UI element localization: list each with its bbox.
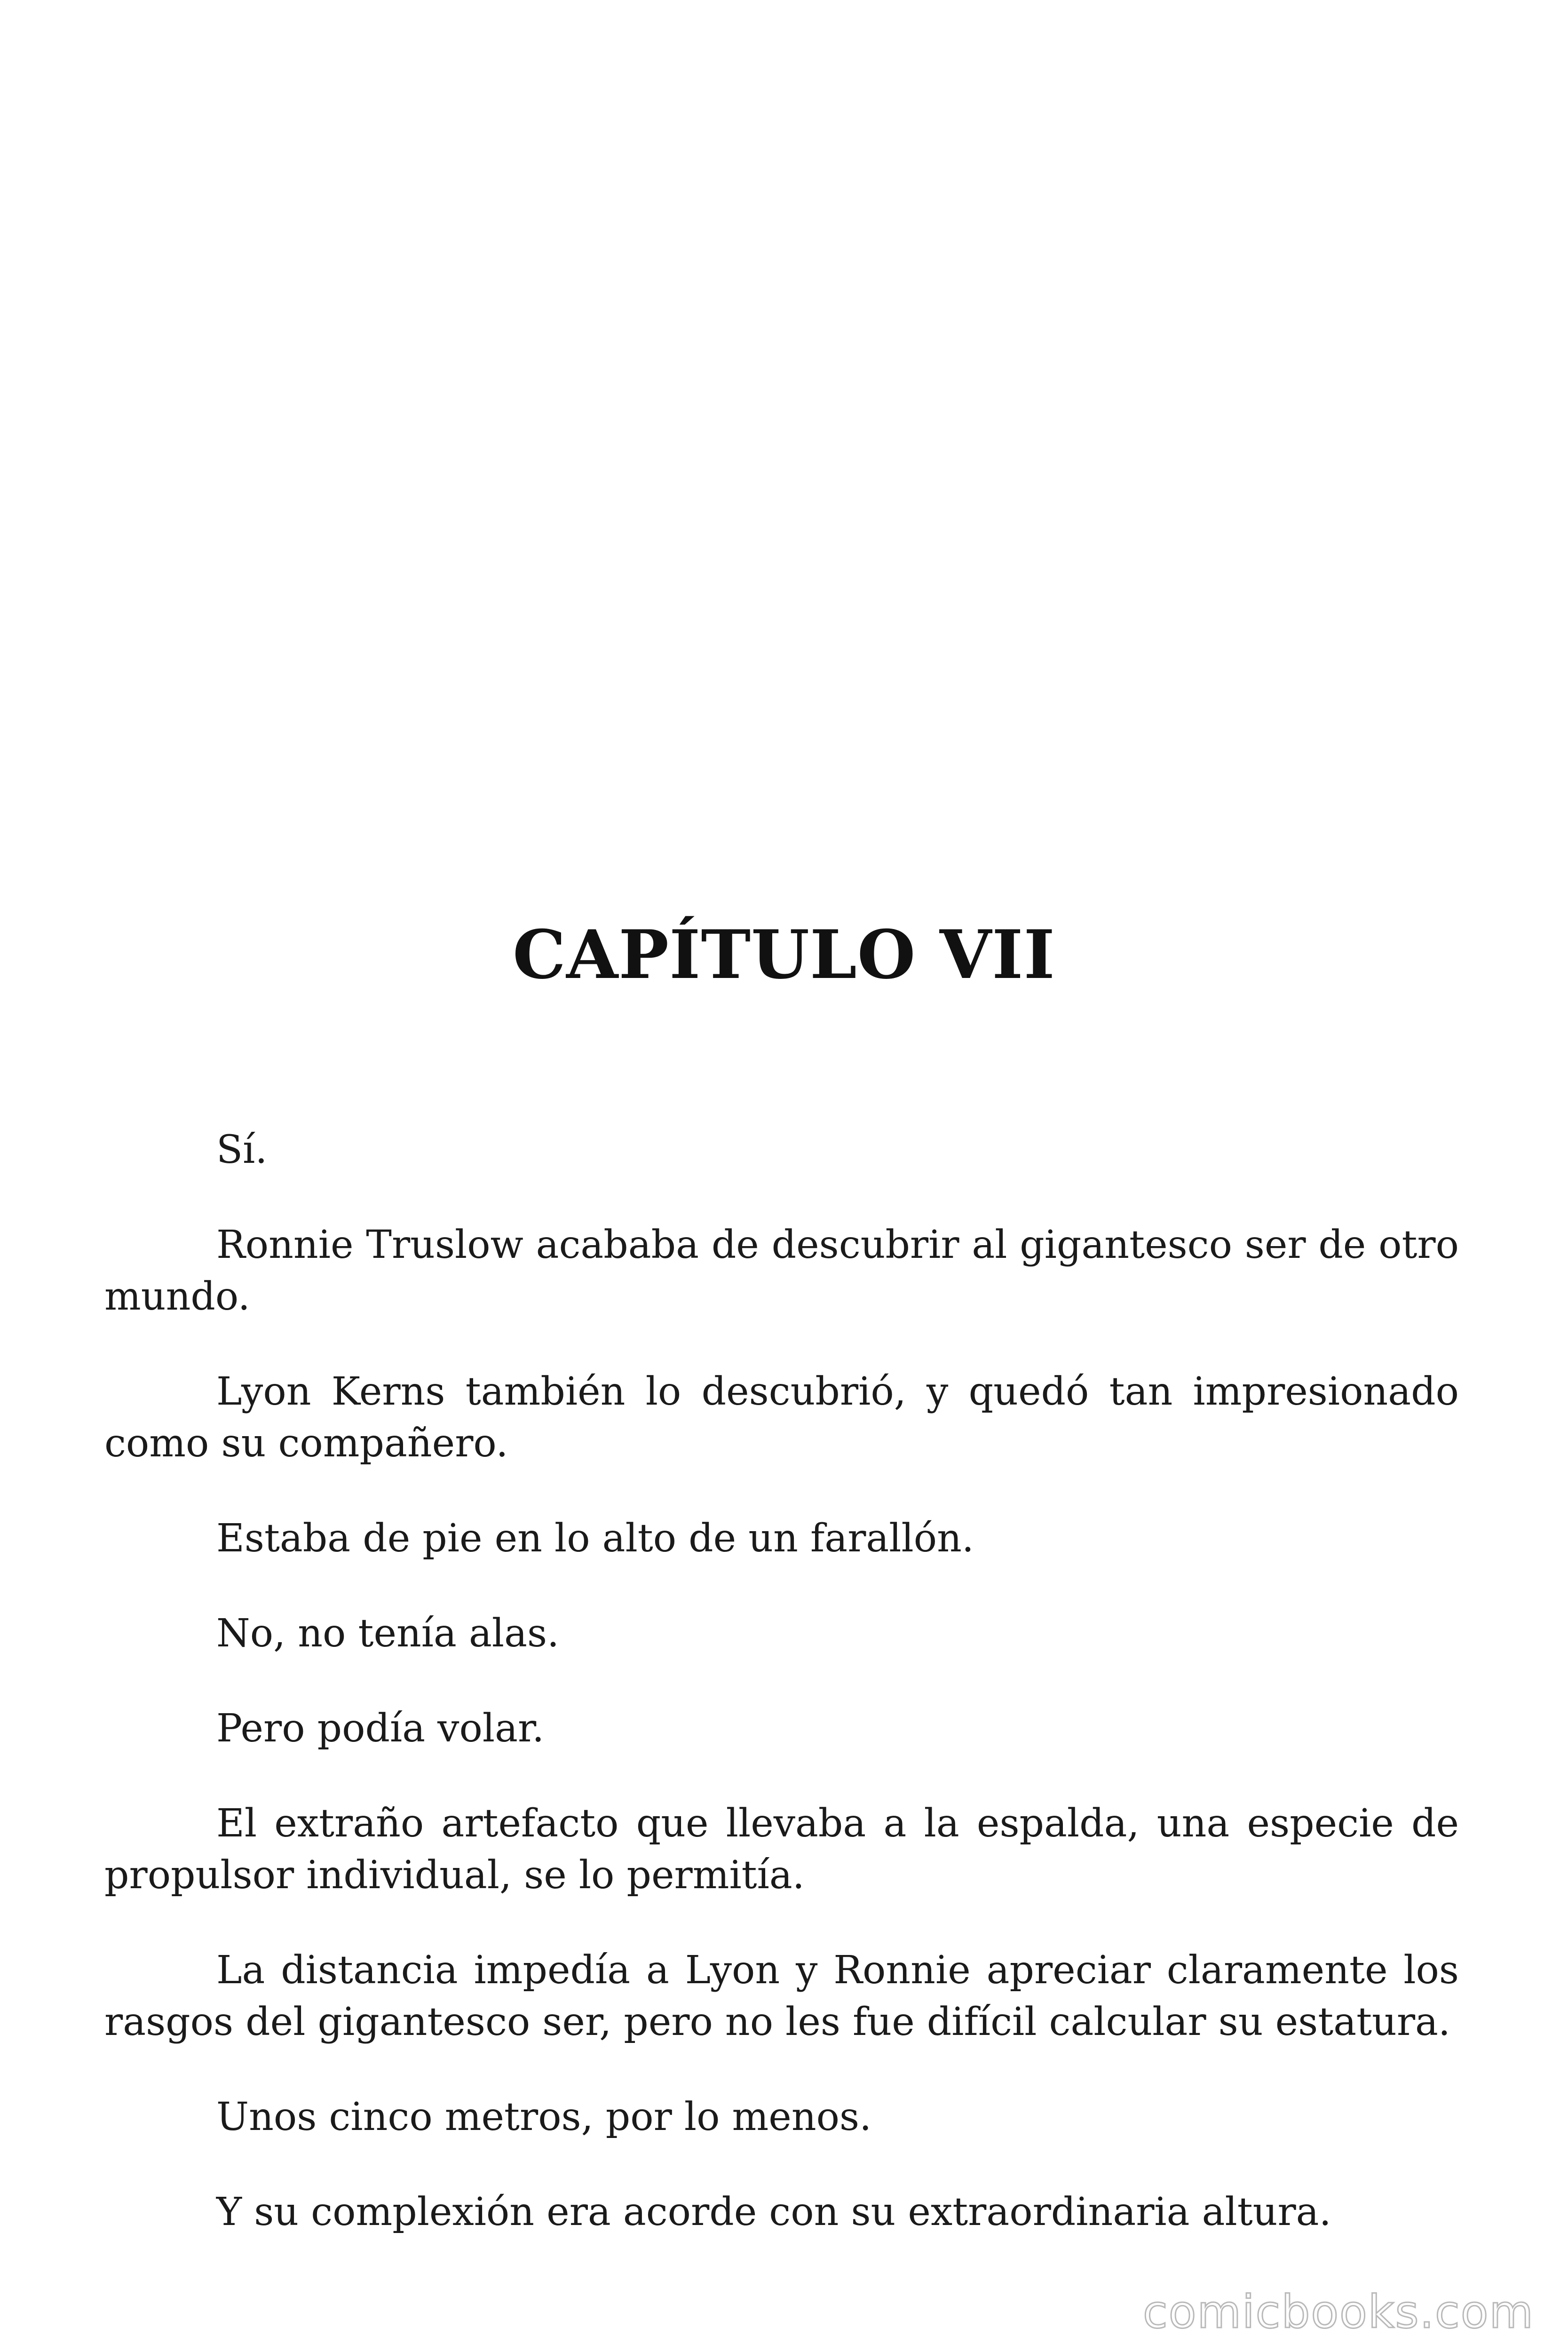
- paragraph: Y su complexión era acorde con su extraordinaria altura.: [216, 2190, 1331, 2234]
- paragraph: Ronnie Truslow acababa de descubrir al gigantesco ser de otro mundo.: [104, 1223, 1459, 1319]
- paragraph: Sí.: [216, 1128, 268, 1172]
- paragraph: Unos cinco metros, por lo menos.: [216, 2095, 872, 2139]
- paragraph: La distancia impedía a Lyon y Ronnie apreciar claramente los rasgos del gigantesco ser, pero no les fue difícil calcular su estatura.: [104, 1948, 1459, 2044]
- paragraph: No, no tenía alas.: [216, 1611, 560, 1656]
- paragraph: Estaba de pie en lo alto de un farallón.: [216, 1516, 974, 1561]
- paragraph: Lyon Kerns también lo descubrió, y quedó tan impresionado como su compañero.: [104, 1369, 1459, 1466]
- chapter-title: CAPÍTULO VII: [513, 916, 1055, 994]
- paragraph: Pero podía volar.: [216, 1706, 545, 1751]
- watermark: comicbooks.com: [1142, 2286, 1534, 2338]
- chapter-body: [104, 1124, 1459, 2238]
- paragraph: El extraño artefacto que llevaba a la espalda, una especie de propulsor individual, se lo permitía.: [104, 1801, 1459, 1898]
